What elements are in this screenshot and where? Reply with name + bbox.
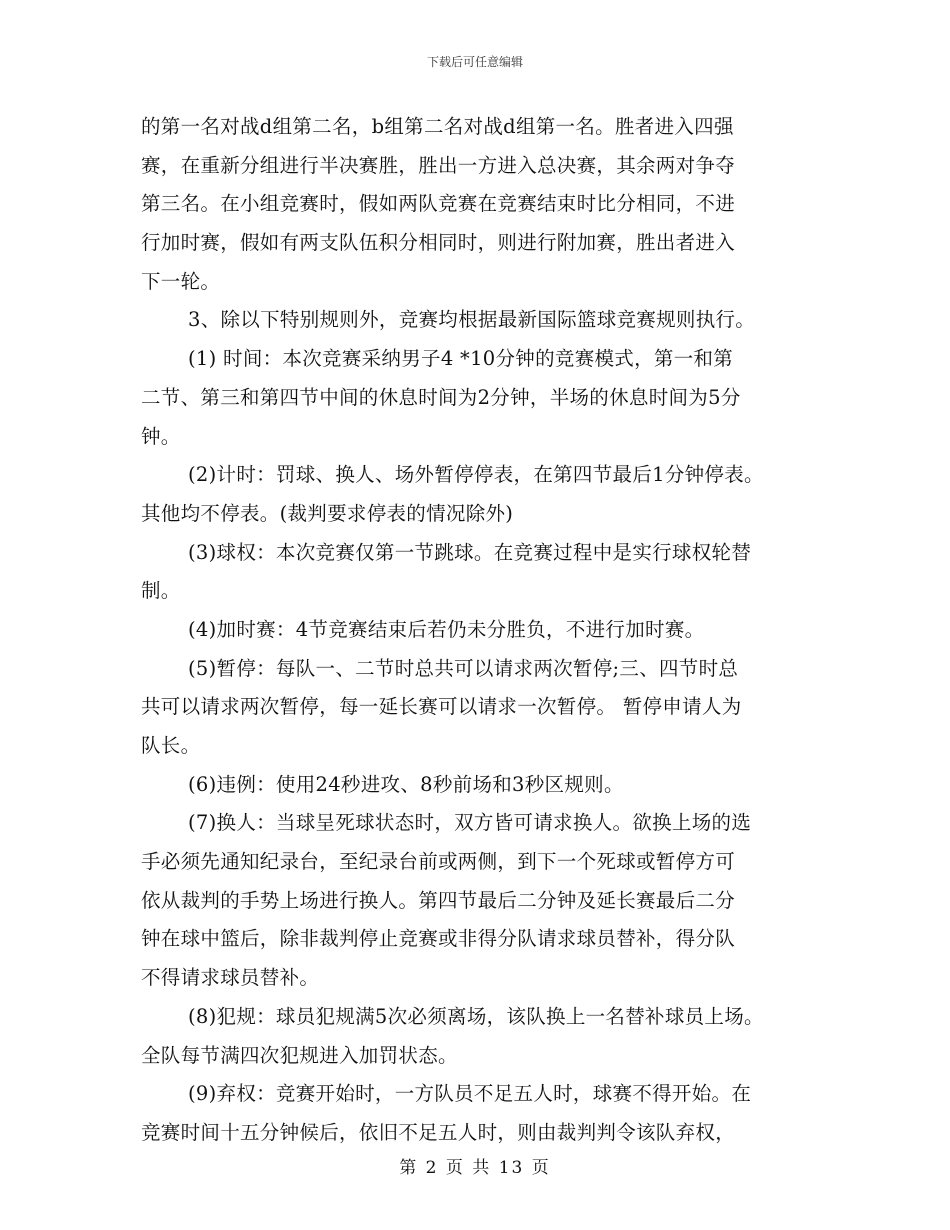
text-line: 竞赛时间十五分钟候后，依旧不足五人时，则由裁判判令该队弃权， [141, 1120, 736, 1144]
rule-item-violation: (6)违例：使用24秒进攻、8秒前场和3秒区规则。 [188, 772, 624, 796]
body-text [141, 108, 821, 1153]
page-number: 第 2 页 共 13 页 [399, 1158, 551, 1178]
rule-item-overtime: (4)加时赛：4节竞赛结束后若仍未分胜负，不进行加时赛。 [188, 617, 705, 641]
text-line: 的第一名对战d组第二名，b组第二名对战d组第一名。胜者进入四强 [141, 115, 734, 138]
text-line: 共可以请求两次暂停，每一延长赛可以请求一次暂停。 暂停申请人为 [141, 695, 742, 719]
page-header: 下载后可任意编辑 [426, 55, 523, 69]
text-line: 第三名。在小组竞赛时，假如两队竞赛在竞赛结束时比分相同，不进 [141, 192, 736, 216]
text-line: 依从裁判的手势上场进行换人。第四节最后二分钟及延长赛最后二分 [141, 888, 736, 912]
text-line: 队长。 [141, 734, 201, 757]
rule-item-timeout: (5)暂停：每队一、二节时总共可以请求两次暂停;三、四节时总 [188, 656, 739, 680]
rule-item-time: (1) 时间：本次竞赛采纳男子4 *10分钟的竞赛模式，第一和第 [188, 347, 734, 371]
rule-item-foul: (8)犯规：球员犯规满5次必须离场，该队换上一名替补球员上场。 [188, 1004, 764, 1028]
text-line: 不得请求球员替补。 [141, 966, 320, 990]
rule-paragraph-start: 3、除以下特别规则外，竞赛均根据最新国际篮球竞赛规则执行。 [188, 308, 756, 332]
text-line: 钟在球中篮后，除非裁判停止竞赛或非得分队请求球员替补，得分队 [141, 927, 736, 951]
text-line: 全队每节满四次犯规进入加罚状态。 [141, 1043, 458, 1067]
rule-item-timing: (2)计时：罚球、换人、场外暂停停表，在第四节最后1分钟停表。 [188, 463, 764, 487]
text-line: 行加时赛，假如有两支队伍积分相同时，则进行附加赛，胜出者进入 [141, 231, 736, 255]
text-line: 手必须先通知纪录台，至纪录台前或两侧，到下一个死球或暂停方可 [141, 850, 736, 874]
rule-item-possession: (3)球权：本次竞赛仅第一节跳球。在竞赛过程中是实行球权轮替 [188, 540, 752, 564]
text-line: 赛，在重新分组进行半决赛胜，胜出一方进入总决赛，其余两对争夺 [141, 153, 736, 177]
text-line: 其他均不停表。(裁判要求停表的情况除外) [141, 501, 514, 525]
text-line: 二节、第三和第四节中间的休息时间为2分钟，半场的休息时间为5分 [141, 385, 741, 409]
rule-item-substitution: (7)换人：当球呈死球状态时，双方皆可请求换人。欲换上场的选 [188, 811, 752, 835]
rule-item-forfeit: (9)弃权：竞赛开始时，一方队员不足五人时，球赛不得开始。在 [188, 1082, 752, 1106]
text-line: 制。 [141, 579, 181, 603]
text-line: 下一轮。 [141, 269, 221, 293]
text-line: 钟。 [141, 424, 181, 448]
